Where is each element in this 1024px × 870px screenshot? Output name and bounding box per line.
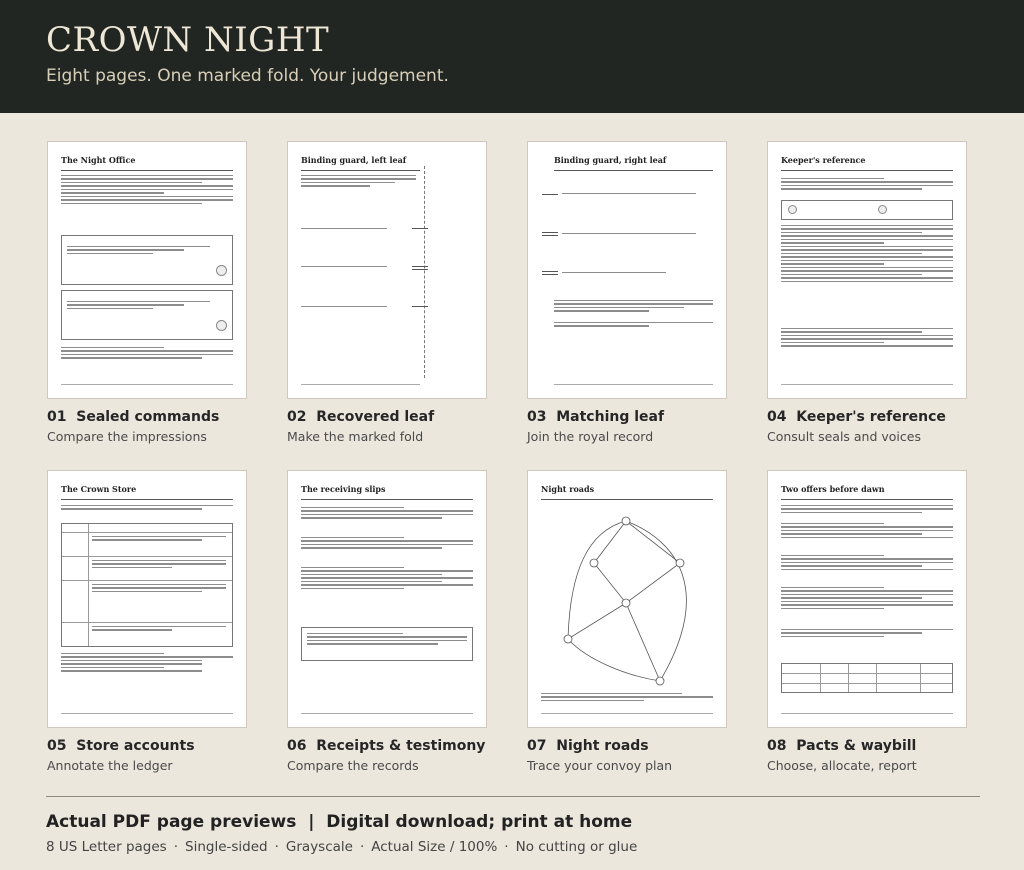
product-tagline: Eight pages. One marked fold. Your judgement. <box>46 66 449 86</box>
thumb-title: Keeper's reference <box>781 155 866 165</box>
page-preview-08[interactable] <box>767 470 967 728</box>
footer-title: Actual PDF page previews | Digital download; print at home <box>46 812 633 832</box>
spec-item: Single-sided <box>185 839 268 855</box>
spec-item: 8 US Letter pages <box>46 839 167 855</box>
page-desc-01: Compare the impressions <box>47 429 207 444</box>
page-desc-04: Consult seals and voices <box>767 429 921 444</box>
thumb-title: The Night Office <box>61 155 136 165</box>
page-preview-02[interactable] <box>287 141 487 399</box>
thumb-title: The Crown Store <box>61 484 137 494</box>
product-title: CROWN NIGHT <box>46 20 330 60</box>
footer-specs: 8 US Letter pages · Single-sided · Grayscale · Actual Size / 100% · No cutting or glue <box>46 839 638 855</box>
page-preview-05[interactable] <box>47 470 247 728</box>
thumb-title: Night roads <box>541 484 595 494</box>
page-preview-07[interactable] <box>527 470 727 728</box>
page-caption-04: 04 Keeper's reference <box>767 409 946 425</box>
page-caption-08: 08 Pacts & waybill <box>767 738 917 754</box>
night-roads-map <box>528 501 727 691</box>
page-caption-06: 06 Receipts & testimony <box>287 738 486 754</box>
page-desc-02: Make the marked fold <box>287 429 424 444</box>
thumb-title: The receiving slips <box>301 484 386 494</box>
page-caption-05: 05 Store accounts <box>47 738 195 754</box>
page-preview-01[interactable] <box>47 141 247 399</box>
spec-item: No cutting or glue <box>515 839 638 855</box>
page-preview-06[interactable] <box>287 470 487 728</box>
thumb-title: Binding guard, right leaf <box>554 155 667 165</box>
page-desc-03: Join the royal record <box>527 429 654 444</box>
page-caption-02: 02 Recovered leaf <box>287 409 435 425</box>
page-caption-07: 07 Night roads <box>527 738 649 754</box>
page-preview-03[interactable] <box>527 141 727 399</box>
page-preview-04[interactable] <box>767 141 967 399</box>
footer-divider <box>46 796 980 797</box>
page-desc-07: Trace your convoy plan <box>527 758 673 773</box>
page-caption-01: 01 Sealed commands <box>47 409 220 425</box>
thumb-title: Two offers before dawn <box>781 484 885 494</box>
page-caption-03: 03 Matching leaf <box>527 409 665 425</box>
page-desc-05: Annotate the ledger <box>47 758 173 773</box>
thumb-title: Binding guard, left leaf <box>301 155 407 165</box>
page-desc-06: Compare the records <box>287 758 419 773</box>
header-banner <box>0 0 1024 113</box>
spec-item: Grayscale <box>285 839 353 855</box>
page-desc-08: Choose, allocate, report <box>767 758 917 773</box>
spec-item: Actual Size / 100% <box>371 839 498 855</box>
